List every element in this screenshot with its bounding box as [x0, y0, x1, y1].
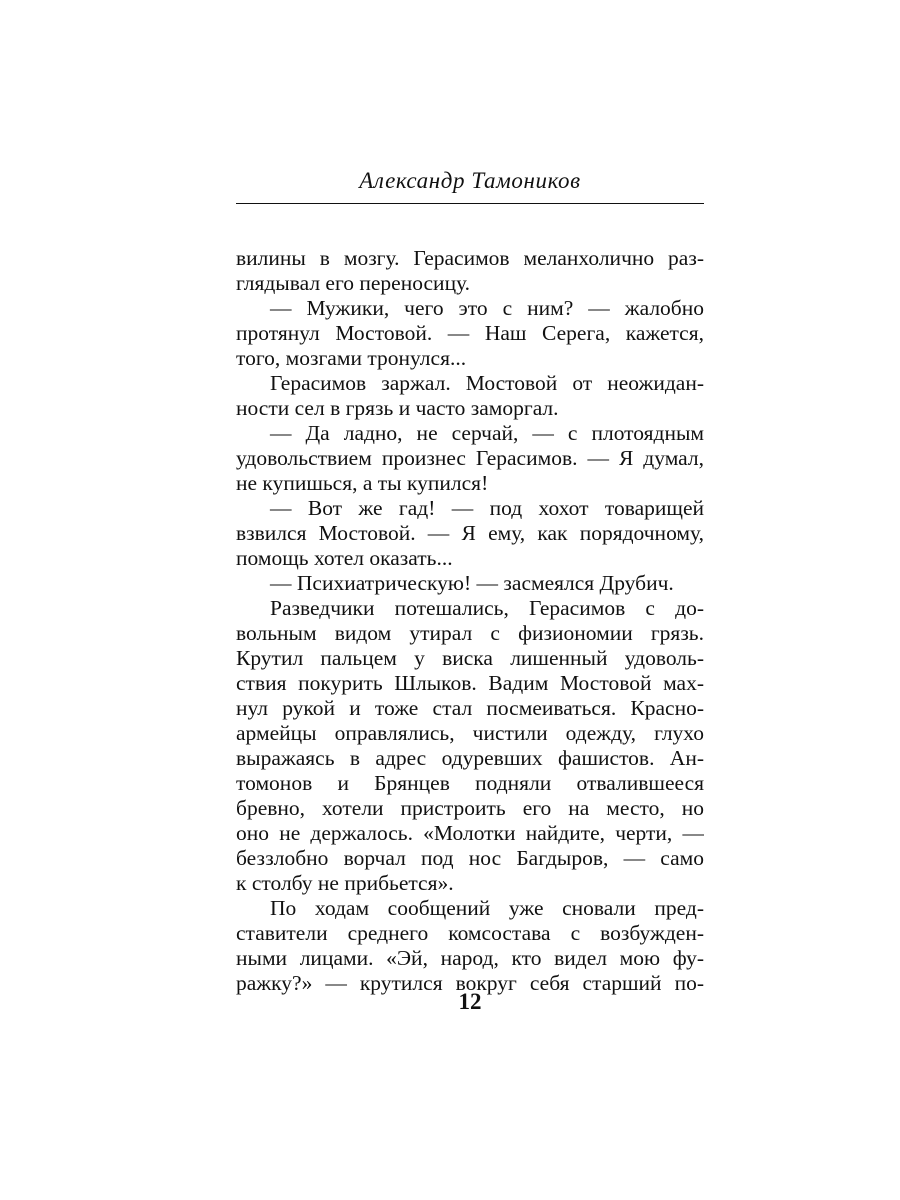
text-line: армейцы оправлялись, чистили одежду, глухо [236, 721, 704, 745]
text-line: протянул Мостовой. — Наш Серега, кажется, [236, 321, 704, 345]
text-line: бревно, хотели пристроить его на место, но [236, 796, 704, 820]
header-rule [236, 203, 704, 204]
text-line: Герасимов заржал. Мостовой от неожидан- [270, 371, 704, 395]
paragraph [236, 496, 704, 571]
text-line: вилины в мозгу. Герасимов меланхолично раз- [236, 246, 704, 270]
text-line: нул рукой и тоже стал посмеиваться. Красно- [236, 696, 704, 720]
text-line: Разведчики потешались, Герасимов с до- [270, 596, 704, 620]
text-line: По ходам сообщений уже сновали пред- [270, 896, 704, 920]
text-line: томонов и Брянцев подняли отвалившееся [236, 771, 704, 795]
text-line: вольным видом утирал с физиономии грязь. [236, 621, 704, 645]
text-line: — Да ладно, не серчай, — с плотоядным [270, 421, 704, 445]
text-line: ствия покурить Шлыков. Вадим Мостовой мах- [236, 671, 704, 695]
text-line: выражаясь в адрес одуревших фашистов. Ан- [236, 746, 704, 770]
text-line: ражку?» — крутился вокруг себя старший по- [236, 971, 704, 995]
paragraph [236, 296, 704, 371]
text-line: ными лицами. «Эй, народ, кто видел мою фу- [236, 946, 704, 970]
text-line: — Вот же гад! — под хохот товарищей [270, 496, 704, 520]
body-text [236, 246, 704, 996]
paragraph [236, 421, 704, 496]
text-line: удовольствием произнес Герасимов. — Я думал, [236, 446, 704, 470]
running-head-author: Александр Тамоников [359, 168, 581, 193]
text-line: к столбу не прибьется». [236, 871, 454, 895]
text-line: — Мужики, чего это с ним? — жалобно [270, 296, 704, 320]
text-line: ставители среднего комсостава с возбужден- [236, 921, 704, 945]
paragraph [236, 896, 704, 996]
text-line: не купишься, а ты купился! [236, 471, 489, 495]
text-line: того, мозгами тронулся... [236, 346, 467, 370]
paragraph [236, 596, 704, 896]
text-line: глядывал его переносицу. [236, 271, 471, 295]
paragraph [236, 371, 704, 421]
text-line: ности сел в грязь и часто заморгал. [236, 396, 559, 420]
page-number: 12 [458, 989, 482, 1014]
text-line: — Психиатрическую! — засмеялся Друбич. [270, 571, 674, 595]
text-line: оно не держалось. «Молотки найдите, черти, — [236, 821, 704, 845]
paragraph [236, 246, 704, 296]
paragraph [236, 571, 704, 596]
text-line: Крутил пальцем у виска лишенный удоволь- [236, 646, 704, 670]
text-line: взвился Мостовой. — Я ему, как порядочному, [236, 521, 704, 545]
text-line: помощь хотел оказать... [236, 546, 453, 570]
text-line: беззлобно ворчал под нос Багдыров, — само [236, 846, 704, 870]
